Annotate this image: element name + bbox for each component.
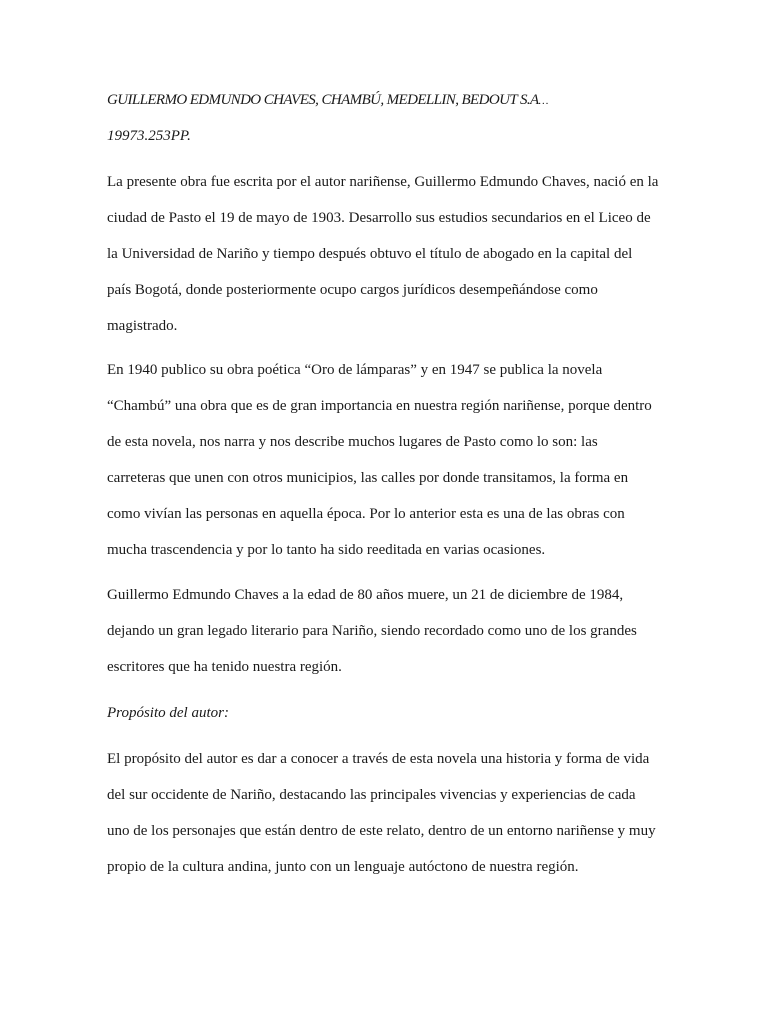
paragraph-line: Guillermo Edmundo Chaves a la edad de 80 años muere, un 21 de diciembre de 1984,: [107, 587, 624, 603]
paragraph-line: La presente obra fue escrita por el autor nariñense, Guillermo Edmundo Chaves, nació en la: [107, 174, 659, 190]
section-heading: Propósito del autor:: [107, 705, 229, 721]
paragraph-line: escritores que ha tenido nuestra región.: [107, 659, 342, 675]
paragraph-line: mucha trascendencia y por lo tanto ha sido reeditada en varias ocasiones.: [107, 542, 546, 558]
paragraph-line: del sur occidente de Nariño, destacando las principales vivencias y experiencias de cada: [107, 787, 636, 803]
paragraph-line: país Bogotá, donde posteriormente ocupo cargos jurídicos desempeñándose como: [107, 282, 598, 298]
document-reference: 19973.253PP.: [107, 128, 191, 144]
paragraph-line: En 1940 publico su obra poética “Oro de lámparas” y en 1947 se publica la novela: [107, 362, 603, 378]
paragraph-line: de esta novela, nos narra y nos describe muchos lugares de Pasto como lo son: las: [107, 434, 598, 450]
document-title: [107, 92, 548, 109]
paragraph-line: carreteras que unen con otros municipios, las calles por donde transitamos, la forma en: [107, 470, 629, 486]
paragraph-line: la Universidad de Nariño y tiempo después obtuvo el título de abogado en la capital del: [107, 246, 633, 262]
paragraph-line: ciudad de Pasto el 19 de mayo de 1903. Desarrollo sus estudios secundarios en el Liceo de: [107, 210, 651, 226]
paragraph-line: uno de los personajes que están dentro de este relato, dentro de un entorno nariñense y muy: [107, 823, 656, 839]
paragraph-line: como vivían las personas en aquella época. Por lo anterior esta es una de las obras con: [107, 506, 625, 522]
title-text: GUILLERMO EDMUNDO CHAVES, CHAMBÚ, MEDELLIN, BEDOUT S.A: [107, 92, 539, 108]
title-ellipsis: …: [538, 95, 548, 107]
paragraph-line: “Chambú” una obra que es de gran importancia en nuestra región nariñense, porque dentro: [107, 398, 652, 414]
paragraph-line: dejando un gran legado literario para Nariño, siendo recordado como uno de los grandes: [107, 623, 637, 639]
paragraph-line: propio de la cultura andina, junto con un lenguaje autóctono de nuestra región.: [107, 859, 579, 875]
paragraph-line: El propósito del autor es dar a conocer a través de esta novela una historia y forma de vida: [107, 751, 650, 767]
paragraph-line: magistrado.: [107, 318, 178, 334]
